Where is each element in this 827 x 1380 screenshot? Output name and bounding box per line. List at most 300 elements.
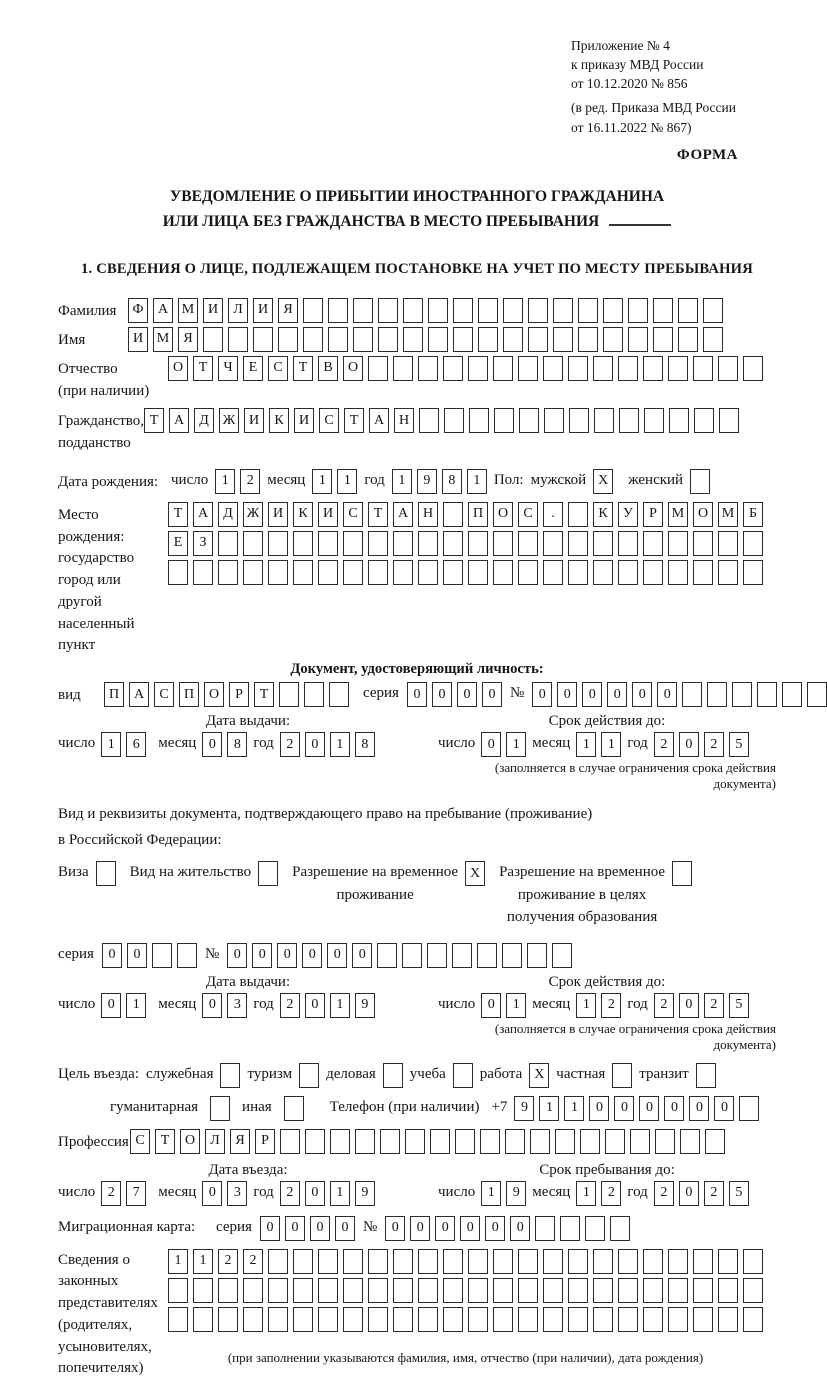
char-box[interactable] — [418, 560, 438, 585]
char-box[interactable]: Т — [193, 356, 213, 381]
char-box[interactable]: 0 — [101, 993, 121, 1018]
char-box[interactable] — [430, 1129, 450, 1154]
char-box[interactable]: 2 — [218, 1249, 238, 1274]
char-box[interactable] — [330, 1129, 350, 1154]
char-box[interactable] — [693, 1307, 713, 1332]
char-box[interactable]: 9 — [355, 993, 375, 1018]
residence-permit-checkbox[interactable] — [258, 861, 278, 886]
char-box[interactable]: 0 — [310, 1216, 330, 1241]
char-box[interactable] — [193, 560, 213, 585]
char-box[interactable] — [643, 1249, 663, 1274]
char-box[interactable] — [218, 560, 238, 585]
char-box[interactable] — [505, 1129, 525, 1154]
char-box[interactable]: А — [393, 502, 413, 527]
char-box[interactable] — [493, 1307, 513, 1332]
char-box[interactable] — [578, 298, 598, 323]
char-box[interactable] — [280, 1129, 300, 1154]
char-box[interactable] — [678, 327, 698, 352]
char-box[interactable]: 0 — [457, 682, 477, 707]
char-box[interactable] — [618, 560, 638, 585]
char-box[interactable]: 0 — [305, 993, 325, 1018]
char-box[interactable] — [268, 560, 288, 585]
char-box[interactable] — [518, 1249, 538, 1274]
char-box[interactable] — [585, 1216, 605, 1241]
char-box[interactable] — [669, 408, 689, 433]
char-box[interactable] — [618, 1278, 638, 1303]
char-box[interactable] — [653, 327, 673, 352]
char-box[interactable]: 5 — [729, 732, 749, 757]
char-box[interactable] — [343, 560, 363, 585]
char-box[interactable] — [452, 943, 472, 968]
char-box[interactable]: 0 — [285, 1216, 305, 1241]
char-box[interactable] — [618, 1249, 638, 1274]
char-box[interactable]: 9 — [514, 1096, 534, 1121]
char-box[interactable]: 2 — [654, 993, 674, 1018]
char-box[interactable] — [593, 531, 613, 556]
char-box[interactable] — [493, 356, 513, 381]
char-box[interactable]: 2 — [280, 732, 300, 757]
char-box[interactable] — [668, 356, 688, 381]
char-box[interactable]: Т — [254, 682, 274, 707]
char-box[interactable] — [318, 1307, 338, 1332]
char-box[interactable]: 0 — [532, 682, 552, 707]
char-box[interactable] — [568, 1249, 588, 1274]
char-box[interactable] — [343, 531, 363, 556]
char-box[interactable]: 0 — [639, 1096, 659, 1121]
char-box[interactable] — [502, 943, 522, 968]
char-box[interactable] — [593, 1278, 613, 1303]
char-box[interactable]: 0 — [689, 1096, 709, 1121]
char-box[interactable] — [668, 1249, 688, 1274]
char-box[interactable]: 0 — [352, 943, 372, 968]
char-box[interactable]: 0 — [305, 732, 325, 757]
char-box[interactable]: К — [593, 502, 613, 527]
char-box[interactable]: А — [169, 408, 189, 433]
char-box[interactable] — [305, 1129, 325, 1154]
char-box[interactable]: 0 — [102, 943, 122, 968]
char-box[interactable] — [618, 531, 638, 556]
char-box[interactable] — [618, 356, 638, 381]
char-box[interactable]: 0 — [614, 1096, 634, 1121]
char-box[interactable] — [680, 1129, 700, 1154]
char-box[interactable] — [393, 1249, 413, 1274]
purpose-business-checkbox[interactable] — [383, 1063, 403, 1088]
char-box[interactable] — [528, 327, 548, 352]
char-box[interactable] — [530, 1129, 550, 1154]
char-box[interactable] — [468, 1249, 488, 1274]
char-box[interactable] — [605, 1129, 625, 1154]
char-box[interactable]: Я — [230, 1129, 250, 1154]
char-box[interactable] — [318, 1249, 338, 1274]
char-box[interactable] — [528, 298, 548, 323]
char-box[interactable]: 2 — [601, 993, 621, 1018]
char-box[interactable] — [578, 327, 598, 352]
char-box[interactable] — [468, 1307, 488, 1332]
char-box[interactable]: 1 — [392, 469, 412, 494]
char-box[interactable] — [468, 356, 488, 381]
char-box[interactable]: 0 — [277, 943, 297, 968]
char-box[interactable]: 0 — [127, 943, 147, 968]
char-box[interactable]: О — [493, 502, 513, 527]
char-box[interactable]: Я — [278, 298, 298, 323]
char-box[interactable]: 0 — [260, 1216, 280, 1241]
char-box[interactable]: 0 — [302, 943, 322, 968]
char-box[interactable] — [418, 531, 438, 556]
char-box[interactable]: 0 — [407, 682, 427, 707]
char-box[interactable] — [293, 1307, 313, 1332]
char-box[interactable] — [535, 1216, 555, 1241]
char-box[interactable] — [328, 327, 348, 352]
char-box[interactable] — [377, 943, 397, 968]
char-box[interactable] — [193, 1278, 213, 1303]
char-box[interactable]: М — [153, 327, 173, 352]
char-box[interactable] — [560, 1216, 580, 1241]
char-box[interactable] — [518, 356, 538, 381]
char-box[interactable] — [343, 1307, 363, 1332]
char-box[interactable]: 5 — [729, 1181, 749, 1206]
char-box[interactable] — [493, 1278, 513, 1303]
char-box[interactable]: 1 — [576, 993, 596, 1018]
char-box[interactable] — [455, 1129, 475, 1154]
char-box[interactable] — [743, 1278, 763, 1303]
purpose-transit-checkbox[interactable] — [696, 1063, 716, 1088]
char-box[interactable] — [304, 682, 324, 707]
char-box[interactable]: Ф — [128, 298, 148, 323]
char-box[interactable]: Л — [205, 1129, 225, 1154]
char-box[interactable] — [519, 408, 539, 433]
char-box[interactable] — [568, 1278, 588, 1303]
char-box[interactable]: 1 — [330, 732, 350, 757]
char-box[interactable] — [518, 1307, 538, 1332]
char-box[interactable]: 8 — [355, 732, 375, 757]
char-box[interactable] — [693, 531, 713, 556]
temp-residence-checkbox[interactable]: X — [465, 861, 485, 886]
char-box[interactable]: 8 — [442, 469, 462, 494]
char-box[interactable] — [243, 1278, 263, 1303]
char-box[interactable] — [718, 356, 738, 381]
purpose-humanitarian-checkbox[interactable] — [210, 1096, 230, 1121]
char-box[interactable] — [355, 1129, 375, 1154]
char-box[interactable] — [518, 1278, 538, 1303]
char-box[interactable]: 0 — [485, 1216, 505, 1241]
char-box[interactable]: Я — [178, 327, 198, 352]
char-box[interactable] — [168, 1278, 188, 1303]
char-box[interactable]: А — [369, 408, 389, 433]
char-box[interactable]: 1 — [467, 469, 487, 494]
char-box[interactable]: И — [253, 298, 273, 323]
char-box[interactable] — [393, 1278, 413, 1303]
char-box[interactable] — [580, 1129, 600, 1154]
char-box[interactable]: Е — [243, 356, 263, 381]
char-box[interactable]: 2 — [601, 1181, 621, 1206]
char-box[interactable]: П — [468, 502, 488, 527]
char-box[interactable]: М — [178, 298, 198, 323]
char-box[interactable]: И — [318, 502, 338, 527]
char-box[interactable]: 1 — [506, 732, 526, 757]
char-box[interactable]: 1 — [126, 993, 146, 1018]
char-box[interactable] — [418, 356, 438, 381]
char-box[interactable] — [603, 298, 623, 323]
purpose-private-checkbox[interactable] — [612, 1063, 632, 1088]
char-box[interactable]: Т — [144, 408, 164, 433]
char-box[interactable]: 0 — [714, 1096, 734, 1121]
char-box[interactable] — [527, 943, 547, 968]
char-box[interactable] — [303, 327, 323, 352]
char-box[interactable]: 2 — [280, 1181, 300, 1206]
char-box[interactable] — [468, 1278, 488, 1303]
char-box[interactable] — [328, 298, 348, 323]
char-box[interactable] — [443, 502, 463, 527]
char-box[interactable] — [480, 1129, 500, 1154]
char-box[interactable]: 0 — [460, 1216, 480, 1241]
char-box[interactable]: А — [153, 298, 173, 323]
char-box[interactable] — [378, 327, 398, 352]
char-box[interactable]: 2 — [704, 993, 724, 1018]
char-box[interactable]: 9 — [355, 1181, 375, 1206]
char-box[interactable] — [628, 298, 648, 323]
char-box[interactable]: Т — [168, 502, 188, 527]
char-box[interactable]: 1 — [101, 732, 121, 757]
char-box[interactable] — [543, 1278, 563, 1303]
char-box[interactable] — [293, 1249, 313, 1274]
char-box[interactable]: 3 — [227, 1181, 247, 1206]
char-box[interactable]: 0 — [510, 1216, 530, 1241]
char-box[interactable] — [718, 1307, 738, 1332]
char-box[interactable]: 0 — [252, 943, 272, 968]
char-box[interactable]: Е — [168, 531, 188, 556]
char-box[interactable]: 2 — [704, 732, 724, 757]
char-box[interactable] — [644, 408, 664, 433]
char-box[interactable]: 0 — [435, 1216, 455, 1241]
char-box[interactable]: 0 — [607, 682, 627, 707]
char-box[interactable] — [743, 356, 763, 381]
char-box[interactable] — [228, 327, 248, 352]
char-box[interactable]: О — [204, 682, 224, 707]
char-box[interactable]: . — [543, 502, 563, 527]
char-box[interactable] — [278, 327, 298, 352]
char-box[interactable] — [268, 1249, 288, 1274]
char-box[interactable] — [503, 298, 523, 323]
char-box[interactable] — [353, 298, 373, 323]
char-box[interactable] — [668, 1278, 688, 1303]
char-box[interactable]: З — [193, 531, 213, 556]
char-box[interactable] — [402, 943, 422, 968]
char-box[interactable] — [694, 408, 714, 433]
char-box[interactable] — [553, 327, 573, 352]
char-box[interactable]: 2 — [243, 1249, 263, 1274]
char-box[interactable] — [643, 560, 663, 585]
char-box[interactable]: 1 — [312, 469, 332, 494]
char-box[interactable] — [403, 327, 423, 352]
char-box[interactable] — [643, 1278, 663, 1303]
char-box[interactable] — [568, 502, 588, 527]
char-box[interactable]: С — [154, 682, 174, 707]
char-box[interactable]: С — [518, 502, 538, 527]
char-box[interactable] — [493, 531, 513, 556]
char-box[interactable] — [378, 298, 398, 323]
char-box[interactable] — [318, 531, 338, 556]
char-box[interactable] — [743, 1307, 763, 1332]
char-box[interactable]: 9 — [506, 1181, 526, 1206]
char-box[interactable] — [218, 1307, 238, 1332]
char-box[interactable] — [203, 327, 223, 352]
char-box[interactable]: Т — [344, 408, 364, 433]
char-box[interactable] — [468, 531, 488, 556]
char-box[interactable] — [453, 298, 473, 323]
char-box[interactable]: С — [319, 408, 339, 433]
char-box[interactable] — [218, 531, 238, 556]
char-box[interactable] — [553, 298, 573, 323]
char-box[interactable]: 1 — [506, 993, 526, 1018]
char-box[interactable]: О — [180, 1129, 200, 1154]
char-box[interactable] — [343, 1249, 363, 1274]
char-box[interactable]: П — [179, 682, 199, 707]
char-box[interactable]: 0 — [227, 943, 247, 968]
char-box[interactable]: 2 — [704, 1181, 724, 1206]
char-box[interactable] — [393, 356, 413, 381]
purpose-study-checkbox[interactable] — [453, 1063, 473, 1088]
char-box[interactable]: К — [293, 502, 313, 527]
char-box[interactable] — [757, 682, 777, 707]
char-box[interactable]: 5 — [729, 993, 749, 1018]
char-box[interactable]: 1 — [168, 1249, 188, 1274]
char-box[interactable] — [368, 1249, 388, 1274]
char-box[interactable] — [610, 1216, 630, 1241]
char-box[interactable] — [393, 1307, 413, 1332]
char-box[interactable]: 2 — [280, 993, 300, 1018]
char-box[interactable] — [243, 560, 263, 585]
char-box[interactable]: И — [268, 502, 288, 527]
char-box[interactable]: Д — [218, 502, 238, 527]
char-box[interactable] — [329, 682, 349, 707]
char-box[interactable]: Л — [228, 298, 248, 323]
char-box[interactable] — [693, 560, 713, 585]
char-box[interactable]: 1 — [576, 1181, 596, 1206]
char-box[interactable] — [427, 943, 447, 968]
char-box[interactable] — [493, 560, 513, 585]
char-box[interactable] — [418, 1307, 438, 1332]
char-box[interactable]: 1 — [337, 469, 357, 494]
char-box[interactable]: 0 — [385, 1216, 405, 1241]
char-box[interactable]: С — [268, 356, 288, 381]
char-box[interactable] — [468, 560, 488, 585]
char-box[interactable]: 0 — [657, 682, 677, 707]
char-box[interactable]: У — [618, 502, 638, 527]
char-box[interactable] — [152, 943, 172, 968]
char-box[interactable]: 0 — [679, 732, 699, 757]
char-box[interactable] — [668, 560, 688, 585]
char-box[interactable]: 0 — [202, 1181, 222, 1206]
char-box[interactable] — [393, 531, 413, 556]
char-box[interactable] — [593, 560, 613, 585]
char-box[interactable]: С — [130, 1129, 150, 1154]
char-box[interactable]: 0 — [432, 682, 452, 707]
char-box[interactable] — [469, 408, 489, 433]
purpose-tourism-checkbox[interactable] — [299, 1063, 319, 1088]
char-box[interactable] — [655, 1129, 675, 1154]
char-box[interactable] — [418, 1278, 438, 1303]
char-box[interactable] — [705, 1129, 725, 1154]
char-box[interactable] — [218, 1278, 238, 1303]
char-box[interactable] — [279, 682, 299, 707]
char-box[interactable]: 2 — [654, 732, 674, 757]
char-box[interactable] — [543, 1307, 563, 1332]
char-box[interactable]: 0 — [305, 1181, 325, 1206]
char-box[interactable]: Р — [643, 502, 663, 527]
char-box[interactable] — [593, 1307, 613, 1332]
char-box[interactable] — [593, 356, 613, 381]
char-box[interactable]: 1 — [330, 993, 350, 1018]
char-box[interactable] — [668, 531, 688, 556]
char-box[interactable] — [628, 327, 648, 352]
char-box[interactable]: Р — [255, 1129, 275, 1154]
char-box[interactable] — [594, 408, 614, 433]
char-box[interactable]: С — [343, 502, 363, 527]
char-box[interactable]: Б — [743, 502, 763, 527]
char-box[interactable]: 9 — [417, 469, 437, 494]
char-box[interactable] — [428, 298, 448, 323]
char-box[interactable]: 0 — [481, 993, 501, 1018]
char-box[interactable] — [568, 531, 588, 556]
char-box[interactable]: И — [203, 298, 223, 323]
char-box[interactable]: 0 — [557, 682, 577, 707]
char-box[interactable] — [707, 682, 727, 707]
char-box[interactable]: 0 — [410, 1216, 430, 1241]
char-box[interactable]: 0 — [327, 943, 347, 968]
char-box[interactable] — [643, 1307, 663, 1332]
char-box[interactable]: Ж — [243, 502, 263, 527]
char-box[interactable] — [807, 682, 827, 707]
char-box[interactable] — [643, 531, 663, 556]
char-box[interactable]: Ч — [218, 356, 238, 381]
char-box[interactable] — [168, 1307, 188, 1332]
char-box[interactable] — [630, 1129, 650, 1154]
char-box[interactable] — [443, 560, 463, 585]
temp-residence-education-checkbox[interactable] — [672, 861, 692, 886]
char-box[interactable] — [293, 531, 313, 556]
char-box[interactable]: 8 — [227, 732, 247, 757]
char-box[interactable] — [544, 408, 564, 433]
char-box[interactable]: 1 — [576, 732, 596, 757]
char-box[interactable] — [703, 327, 723, 352]
char-box[interactable] — [493, 1249, 513, 1274]
char-box[interactable] — [419, 408, 439, 433]
char-box[interactable]: 0 — [589, 1096, 609, 1121]
char-box[interactable] — [543, 560, 563, 585]
char-box[interactable]: П — [104, 682, 124, 707]
char-box[interactable]: 1 — [330, 1181, 350, 1206]
char-box[interactable] — [353, 327, 373, 352]
char-box[interactable] — [443, 1307, 463, 1332]
char-box[interactable] — [503, 327, 523, 352]
char-box[interactable]: Н — [418, 502, 438, 527]
char-box[interactable] — [678, 298, 698, 323]
char-box[interactable] — [603, 327, 623, 352]
char-box[interactable]: 0 — [632, 682, 652, 707]
purpose-work-checkbox[interactable]: X — [529, 1063, 549, 1088]
char-box[interactable]: О — [693, 502, 713, 527]
char-box[interactable] — [443, 356, 463, 381]
char-box[interactable]: 2 — [240, 469, 260, 494]
char-box[interactable]: 1 — [481, 1181, 501, 1206]
char-box[interactable]: 2 — [101, 1181, 121, 1206]
char-box[interactable]: 0 — [202, 993, 222, 1018]
char-box[interactable] — [653, 298, 673, 323]
char-box[interactable] — [618, 1307, 638, 1332]
char-box[interactable] — [168, 560, 188, 585]
char-box[interactable]: А — [129, 682, 149, 707]
char-box[interactable] — [477, 943, 497, 968]
